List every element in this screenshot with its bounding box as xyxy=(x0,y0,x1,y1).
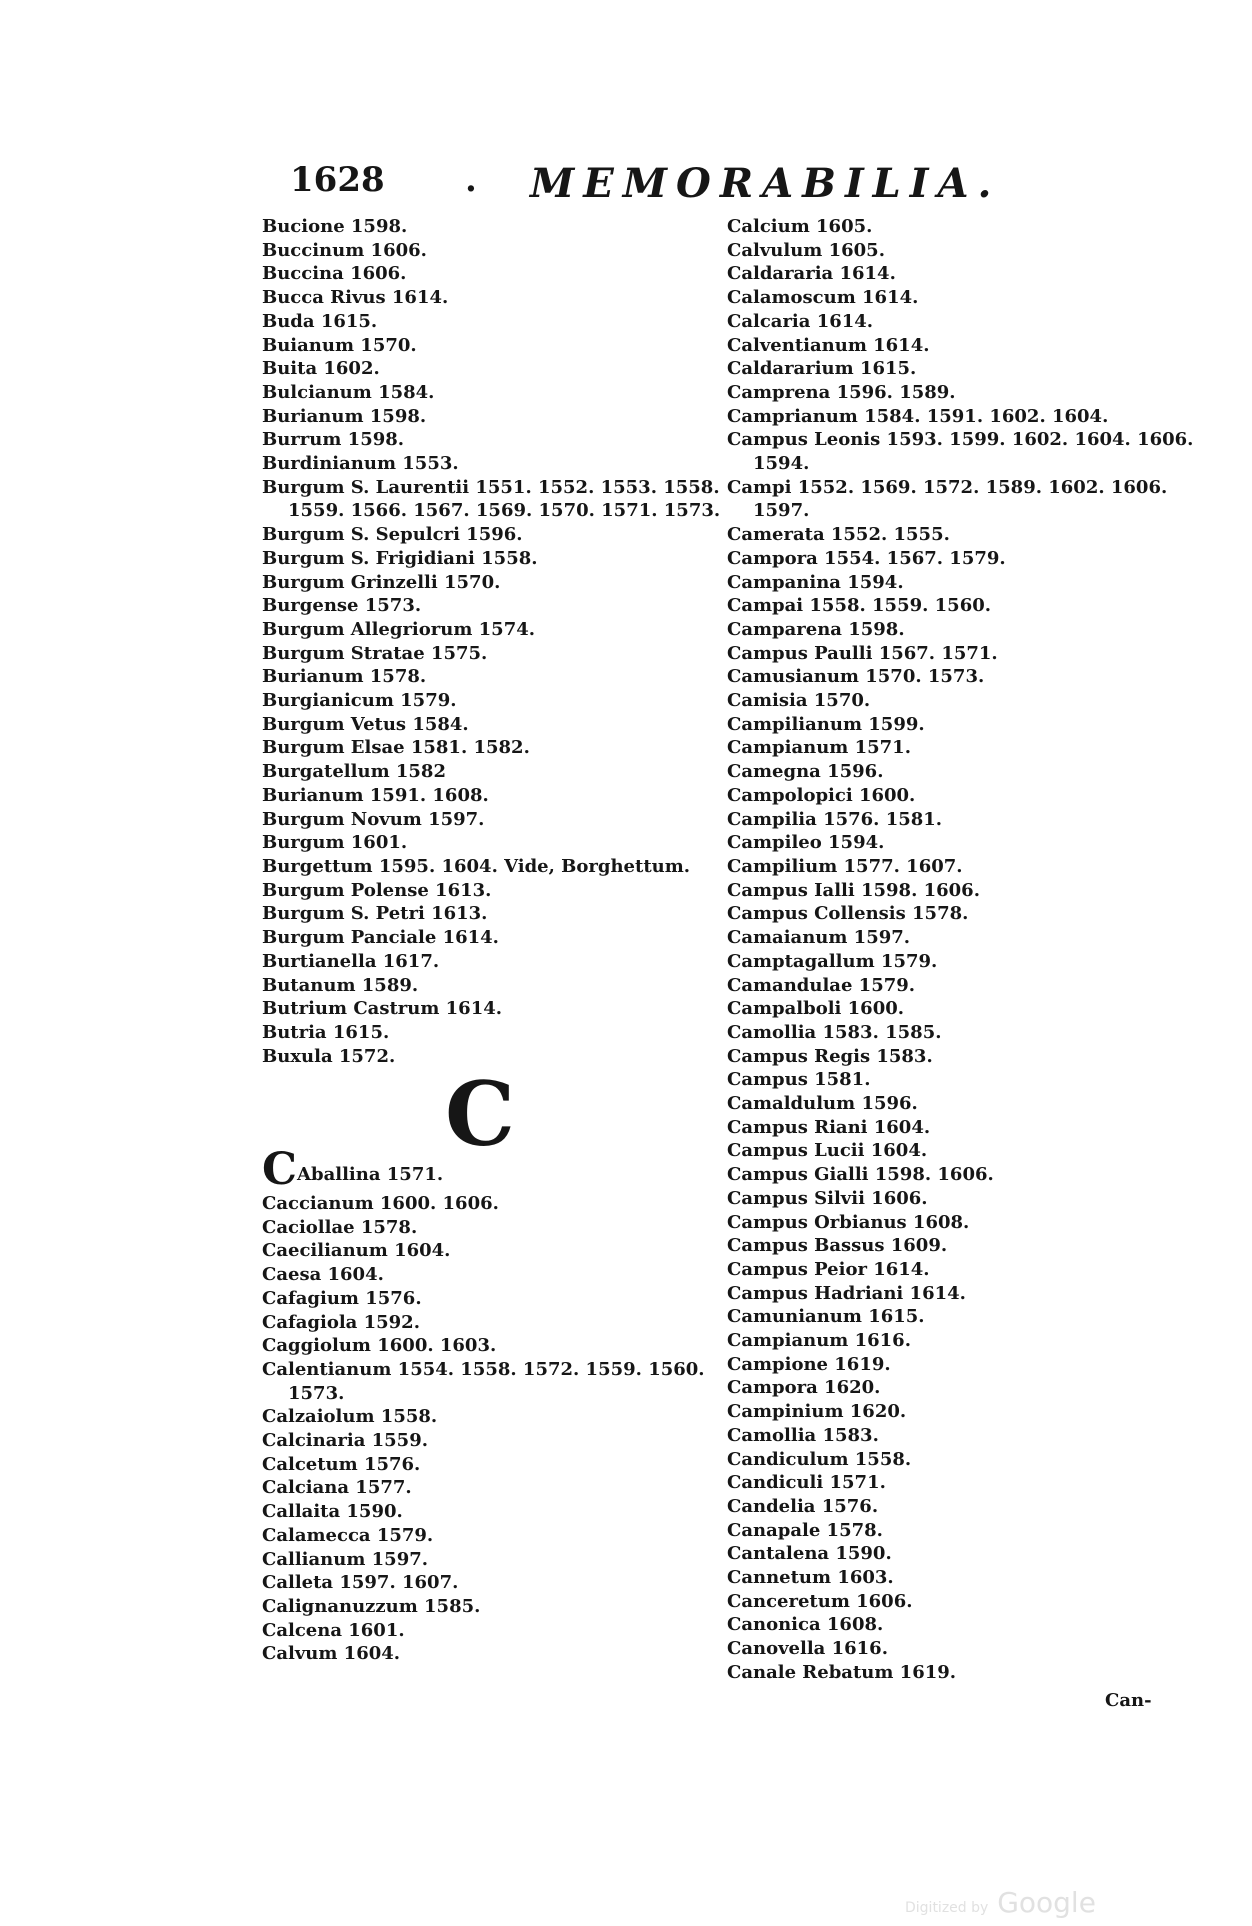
list-item: Camollia 1583. 1585. xyxy=(727,1021,942,1043)
list-item: Camunianum 1615. xyxy=(727,1306,925,1328)
list-item: Campus Silvii 1606. xyxy=(727,1187,928,1209)
list-item: Calleta 1597. 1607. xyxy=(262,1572,459,1594)
list-item: Camaianum 1597. xyxy=(727,927,911,949)
right-column xyxy=(727,215,1197,1685)
list-item: Cafagium 1576. xyxy=(262,1287,422,1309)
list-item: Camollia 1583. xyxy=(727,1424,879,1446)
list-item: Butrium Castrum 1614. xyxy=(262,998,503,1020)
list-item: Candiculi 1571. xyxy=(727,1472,886,1494)
list-item: Campanina 1594. xyxy=(727,571,904,593)
list-item: Burgum S. Frigidiani 1558. xyxy=(262,547,538,569)
list-item: Burgum Polense 1613. xyxy=(262,879,492,901)
list-item-continuation: 1573. xyxy=(288,1382,345,1404)
list-item: Calamoscum 1614. xyxy=(727,287,919,309)
list-item: Burgum Stratae 1575. xyxy=(262,642,488,664)
list-item: Campus Peior 1614. xyxy=(727,1258,930,1280)
list-item: Campus Lucii 1604. xyxy=(727,1140,928,1162)
list-item: Calamecca 1579. xyxy=(262,1524,434,1546)
list-item: Campus Orbianus 1608. xyxy=(727,1211,970,1233)
list-item: Buda 1615. xyxy=(262,310,378,332)
list-item: Campus Paulli 1567. 1571. xyxy=(727,642,998,664)
list-item: Canovella 1616. xyxy=(727,1638,888,1660)
list-item: Camprianum 1584. 1591. 1602. 1604. xyxy=(727,405,1109,427)
list-item: Caciollae 1578. xyxy=(262,1216,418,1238)
list-item: Canceretum 1606. xyxy=(727,1590,913,1612)
list-item: Bucca Rivus 1614. xyxy=(262,287,449,309)
list-item: Burrum 1598. xyxy=(262,429,405,451)
list-item: Campus Riani 1604. xyxy=(727,1116,931,1138)
list-item: Burgum S. Laurentii 1551. 1552. 1553. 1558. xyxy=(262,476,720,498)
list-item: Camusianum 1570. 1573. xyxy=(727,666,985,688)
list-item: Burtianella 1617. xyxy=(262,950,440,972)
header-dot: . xyxy=(465,160,477,200)
list-item: Butria 1615. xyxy=(262,1021,390,1043)
list-item: Caesa 1604. xyxy=(262,1264,384,1286)
section-letter: C xyxy=(445,1062,516,1166)
list-item: Campus Ialli 1598. 1606. xyxy=(727,879,980,901)
watermark-prefix: Digitized by xyxy=(905,1900,989,1916)
left-column xyxy=(262,215,721,1068)
list-item: Burgum Grinzelli 1570. xyxy=(262,571,501,593)
list-item: Cannetum 1603. xyxy=(727,1567,894,1589)
list-item: Callianum 1597. xyxy=(262,1548,429,1570)
list-item: Campus Gialli 1598. 1606. xyxy=(727,1164,994,1186)
list-item: Calcetum 1576. xyxy=(262,1453,421,1475)
list-item: Campus Bassus 1609. xyxy=(727,1235,948,1257)
list-item: Burgum S. Petri 1613. xyxy=(262,903,488,925)
list-item: Cafagiola 1592. xyxy=(262,1311,420,1333)
list-item: Callaita 1590. xyxy=(262,1501,403,1523)
list-item: Campalboli 1600. xyxy=(727,998,905,1020)
list-item: Camandulae 1579. xyxy=(727,974,916,996)
list-item: Buccinum 1606. xyxy=(262,239,427,261)
list-item: Calcena 1601. xyxy=(262,1619,405,1641)
list-item: Calentianum 1554. 1558. 1572. 1559. 1560. xyxy=(262,1358,705,1380)
catchword: Can- xyxy=(1105,1690,1152,1711)
list-item: Caldararia 1614. xyxy=(727,263,896,285)
list-item-continuation: 1559. 1566. 1567. 1569. 1570. 1571. 1573. xyxy=(288,500,721,522)
left-lower-column xyxy=(262,1144,712,1666)
watermark-brand: Google xyxy=(997,1886,1096,1919)
list-item: Caccianum 1600. 1606. xyxy=(262,1193,499,1214)
list-item: Campi 1552. 1569. 1572. 1589. 1602. 1606. xyxy=(727,476,1168,498)
list-item: Burgum Panciale 1614. xyxy=(262,927,499,949)
list-item: Campione 1619. xyxy=(727,1353,891,1375)
list-item: Campileo 1594. xyxy=(727,832,885,854)
list-item: Burgettum 1595. 1604. Vide, Borghettum. xyxy=(262,855,691,877)
list-item: Campianum 1616. xyxy=(727,1330,911,1352)
list-item: Canonica 1608. xyxy=(727,1614,884,1636)
list-item: Candelia 1576. xyxy=(727,1495,879,1517)
list-item: Camaldulum 1596. xyxy=(727,1093,918,1115)
list-item: Campinium 1620. xyxy=(727,1401,907,1423)
list-item: Camerata 1552. 1555. xyxy=(727,524,950,546)
list-item: Buianum 1570. xyxy=(262,334,417,356)
list-item: Camprena 1596. 1589. xyxy=(727,381,956,403)
list-item: Bucione 1598. xyxy=(262,216,408,237)
list-item: Campilia 1576. 1581. xyxy=(727,808,943,830)
list-item: Burgatellum 1582 xyxy=(262,761,446,783)
list-item: Buxula 1572. xyxy=(262,1045,396,1067)
list-item: Calcinaria 1559. xyxy=(262,1430,428,1452)
list-item: Calcium 1605. xyxy=(727,216,873,237)
list-item: Camegna 1596. xyxy=(727,761,884,783)
list-item: Calventianum 1614. xyxy=(727,334,930,356)
list-item: Burianum 1598. xyxy=(262,405,427,427)
list-item: Calcaria 1614. xyxy=(727,310,874,332)
list-item: Campai 1558. 1559. 1560. xyxy=(727,595,992,617)
list-item: Calignanuzzum 1585. xyxy=(262,1595,481,1617)
list-item: Bulcianum 1584. xyxy=(262,381,435,403)
list-item: Burianum 1591. 1608. xyxy=(262,784,489,806)
list-item: Canapale 1578. xyxy=(727,1519,883,1541)
digitized-watermark xyxy=(905,1886,1096,1919)
list-item: Campilium 1577. 1607. xyxy=(727,855,963,877)
list-item: Camparena 1598. xyxy=(727,618,905,640)
list-item: Caggiolum 1600. 1603. xyxy=(262,1335,497,1357)
list-item: Campolopici 1600. xyxy=(727,784,916,806)
list-item: Burgianicum 1579. xyxy=(262,690,457,712)
list-item xyxy=(262,1144,712,1195)
list-item: Calvum 1604. xyxy=(262,1643,401,1665)
list-item: Burgum 1601. xyxy=(262,832,408,854)
list-item: Buita 1602. xyxy=(262,358,380,380)
list-item-text: Aballina 1571. xyxy=(297,1164,444,1185)
list-item: Caldararium 1615. xyxy=(727,358,917,380)
list-item: Burgum Allegriorum 1574. xyxy=(262,618,536,640)
list-item: Camptagallum 1579. xyxy=(727,950,938,972)
list-item: Burdinianum 1553. xyxy=(262,453,459,475)
list-item: Calvulum 1605. xyxy=(727,239,885,261)
list-item: Burgum S. Sepulcri 1596. xyxy=(262,524,523,546)
list-item: Candiculum 1558. xyxy=(727,1448,912,1470)
list-item: Burgum Elsae 1581. 1582. xyxy=(262,737,530,759)
drop-cap: C xyxy=(262,1144,298,1195)
list-item: Buccina 1606. xyxy=(262,263,407,285)
list-item: Burgense 1573. xyxy=(262,595,422,617)
list-item: Calzaiolum 1558. xyxy=(262,1406,438,1428)
running-title: MEMORABILIA. xyxy=(530,160,1001,207)
list-item: Campora 1554. 1567. 1579. xyxy=(727,547,1006,569)
list-item: Campus Regis 1583. xyxy=(727,1045,933,1067)
list-item: Caecilianum 1604. xyxy=(262,1240,451,1262)
list-item-continuation: 1597. xyxy=(753,500,810,522)
list-item: Campilianum 1599. xyxy=(727,713,925,735)
list-item: Camisia 1570. xyxy=(727,690,871,712)
list-item: Canale Rebatum 1619. xyxy=(727,1661,957,1683)
list-item: Campus Leonis 1593. 1599. 1602. 1604. 1606. xyxy=(727,429,1194,451)
list-item: Campus 1581. xyxy=(727,1069,871,1091)
list-item: Calciana 1577. xyxy=(262,1477,412,1499)
list-item: Campus Collensis 1578. xyxy=(727,903,969,925)
page-header xyxy=(290,160,1170,210)
list-item: Campora 1620. xyxy=(727,1377,881,1399)
list-item: Butanum 1589. xyxy=(262,974,419,996)
list-item: Burgum Vetus 1584. xyxy=(262,713,469,735)
list-item-continuation: 1594. xyxy=(753,453,810,475)
list-item: Burianum 1578. xyxy=(262,666,427,688)
list-item: Campus Hadriani 1614. xyxy=(727,1282,966,1304)
list-item: Cantalena 1590. xyxy=(727,1543,892,1565)
list-item: Campianum 1571. xyxy=(727,737,911,759)
page-number: 1628 xyxy=(290,160,385,200)
list-item: Burgum Novum 1597. xyxy=(262,808,485,830)
